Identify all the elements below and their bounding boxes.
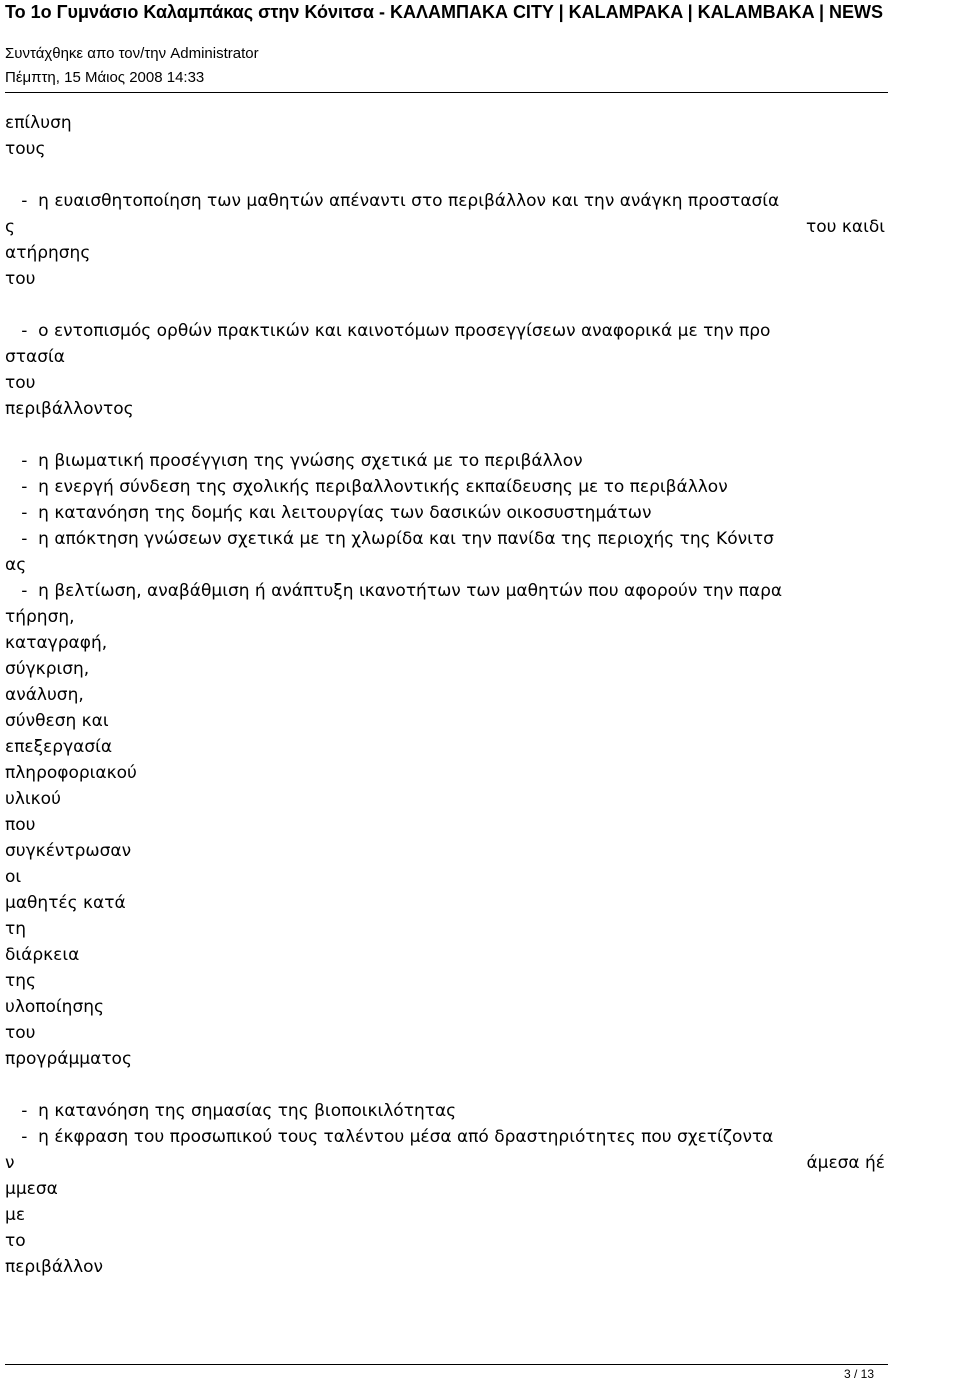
body-text-line: που: [5, 815, 36, 835]
footer-divider: [5, 1364, 888, 1365]
body-text-line: - η έκφραση του προσωπικού τους ταλέντου μέσα από δραστηριότητες που σχετίζοντα: [5, 1127, 774, 1147]
body-text-line: - η κατανόηση της σημασίας της βιοποικιλότητας: [5, 1101, 457, 1121]
body-text-line: περιβάλλοντος: [5, 399, 134, 419]
body-text-line: μαθητές κατά: [5, 893, 126, 913]
page-indicator: 3 / 13: [843, 1367, 874, 1381]
body-text-line: - η βιωματική προσέγγιση της γνώσης σχετικά με το περιβάλλον: [5, 451, 583, 471]
body-text-line: του: [5, 269, 36, 289]
body-text-line: ανάλυση,: [5, 685, 84, 705]
body-text-fragment: του καιδι: [805, 217, 885, 237]
body-text-line: ας: [5, 555, 27, 575]
body-text-fragment: άμεσα ήέ: [806, 1153, 885, 1173]
body-text-line: στασία: [5, 347, 65, 367]
body-text-line: διάρκεια: [5, 945, 80, 965]
body-text-line: [5, 214, 885, 240]
body-text-line: - η απόκτηση γνώσεων σχετικά με τη χλωρίδα και την πανίδα της περιοχής της Κόνιτσ: [5, 529, 774, 549]
body-text-line: επίλυση: [5, 113, 72, 133]
body-text-line: του: [5, 1023, 36, 1043]
body-text-line: υλικού: [5, 789, 61, 809]
body-text-line: τη: [5, 919, 27, 939]
body-text-fragment: ς: [5, 217, 15, 237]
body-text-line: - η κατανόηση της δομής και λειτουργίας των δασικών οικοσυστημάτων: [5, 503, 652, 523]
body-text-line: της: [5, 971, 36, 991]
body-text-line: συγκέντρωσαν: [5, 841, 132, 861]
body-text-line: - η βελτίωση, αναβάθμιση ή ανάπτυξη ικανοτήτων των μαθητών που αφορούν την παρα: [5, 581, 783, 601]
body-text-line: ατήρησης: [5, 243, 91, 263]
body-text-line: - ο εντοπισμός ορθών πρακτικών και καινοτόμων προσεγγίσεων αναφορικά με την προ: [5, 321, 771, 341]
body-text-line: του: [5, 373, 36, 393]
body-text-line: σύγκριση,: [5, 659, 90, 679]
body-text-line: καταγραφή,: [5, 633, 108, 653]
body-text-line: τους: [5, 139, 46, 159]
body-text-line: υλοποίησης: [5, 997, 104, 1017]
body-text-line: με: [5, 1205, 26, 1225]
body-text-fragment: ν: [5, 1153, 15, 1173]
body-text-line: επεξεργασία: [5, 737, 113, 757]
page-title: Το 1ο Γυμνάσιο Καλαμπάκας στην Κόνιτσα - ΚΑΛΑΜΠΑΚΑ CITY | KALAMPAKA | KALAMBAKA | NEWS: [5, 2, 884, 22]
body-text-line: περιβάλλον: [5, 1257, 104, 1277]
body-text-line: - η ενεργή σύνδεση της σχολικής περιβαλλοντικής εκπαίδευσης με το περιβάλλον: [5, 477, 728, 497]
body-text-line: πληροφοριακού: [5, 763, 137, 783]
body-text-line: μμεσα: [5, 1179, 58, 1199]
body-text-line: προγράμματος: [5, 1049, 132, 1069]
body-text-line: οι: [5, 867, 22, 887]
body-text-line: τήρηση,: [5, 607, 75, 627]
publish-date: Πέμπτη, 15 Μάιος 2008 14:33: [5, 69, 205, 86]
body-text-line: - η ευαισθητοποίηση των μαθητών απέναντι στο περιβάλλον και την ανάγκη προστασία: [5, 191, 780, 211]
author-line: Συντάχθηκε απο τον/την Administrator: [5, 45, 259, 62]
body-text-line: [5, 1150, 885, 1176]
header-divider: [5, 92, 888, 93]
body-text-line: σύνθεση και: [5, 711, 109, 731]
body-text-line: το: [5, 1231, 26, 1251]
